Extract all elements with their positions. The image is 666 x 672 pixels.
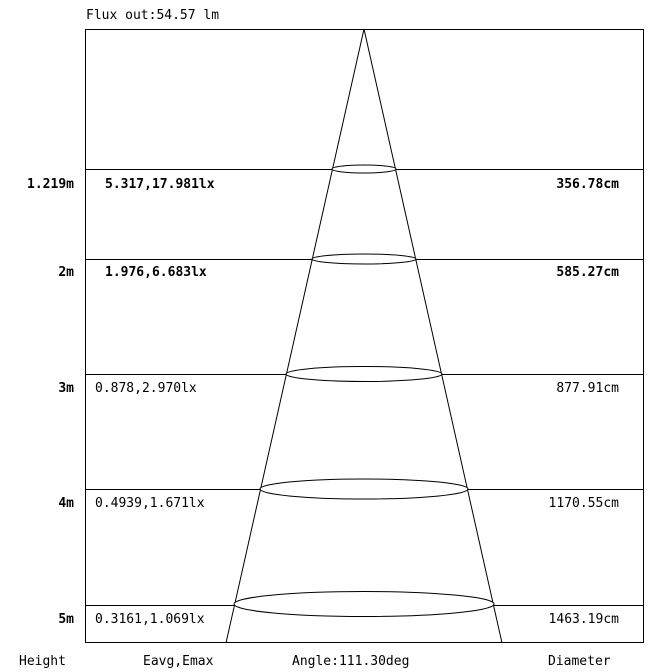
diameter-value: 877.91cm xyxy=(556,381,619,396)
beam-angle-label: Angle:111.30deg xyxy=(292,654,410,669)
height-label: 3m xyxy=(58,381,74,396)
cone-right-edge xyxy=(364,29,502,643)
height-column-header: Height xyxy=(19,654,66,669)
diameter-value: 356.78cm xyxy=(556,177,619,192)
eavg-emax-column-header: Eavg,Emax xyxy=(143,654,214,669)
height-label: 5m xyxy=(58,612,74,627)
eavg-emax-value: 1.976,6.683lx xyxy=(105,265,207,280)
cone-left-edge xyxy=(226,29,364,643)
flux-output-label: Flux out:54.57 lm xyxy=(86,8,220,23)
height-label: 2m xyxy=(58,265,74,280)
beam-ellipse-2 xyxy=(312,254,416,264)
diagram-frame xyxy=(86,30,644,643)
height-label: 1.219m xyxy=(27,177,74,192)
diameter-value: 1170.55cm xyxy=(548,496,619,511)
beam-ellipse-5 xyxy=(234,592,494,617)
diameter-column-header: Diameter xyxy=(548,654,611,669)
diameter-value: 1463.19cm xyxy=(548,612,619,627)
beam-ellipse-4 xyxy=(260,479,468,499)
eavg-emax-value: 0.4939,1.671lx xyxy=(95,496,205,511)
diameter-value: 585.27cm xyxy=(556,265,619,280)
height-label: 4m xyxy=(58,496,74,511)
eavg-emax-value: 0.3161,1.069lx xyxy=(95,612,205,627)
eavg-emax-value: 0.878,2.970lx xyxy=(95,381,197,396)
beam-ellipse-1 xyxy=(332,165,396,173)
eavg-emax-value: 5.317,17.981lx xyxy=(105,177,215,192)
beam-ellipse-3 xyxy=(286,367,442,382)
